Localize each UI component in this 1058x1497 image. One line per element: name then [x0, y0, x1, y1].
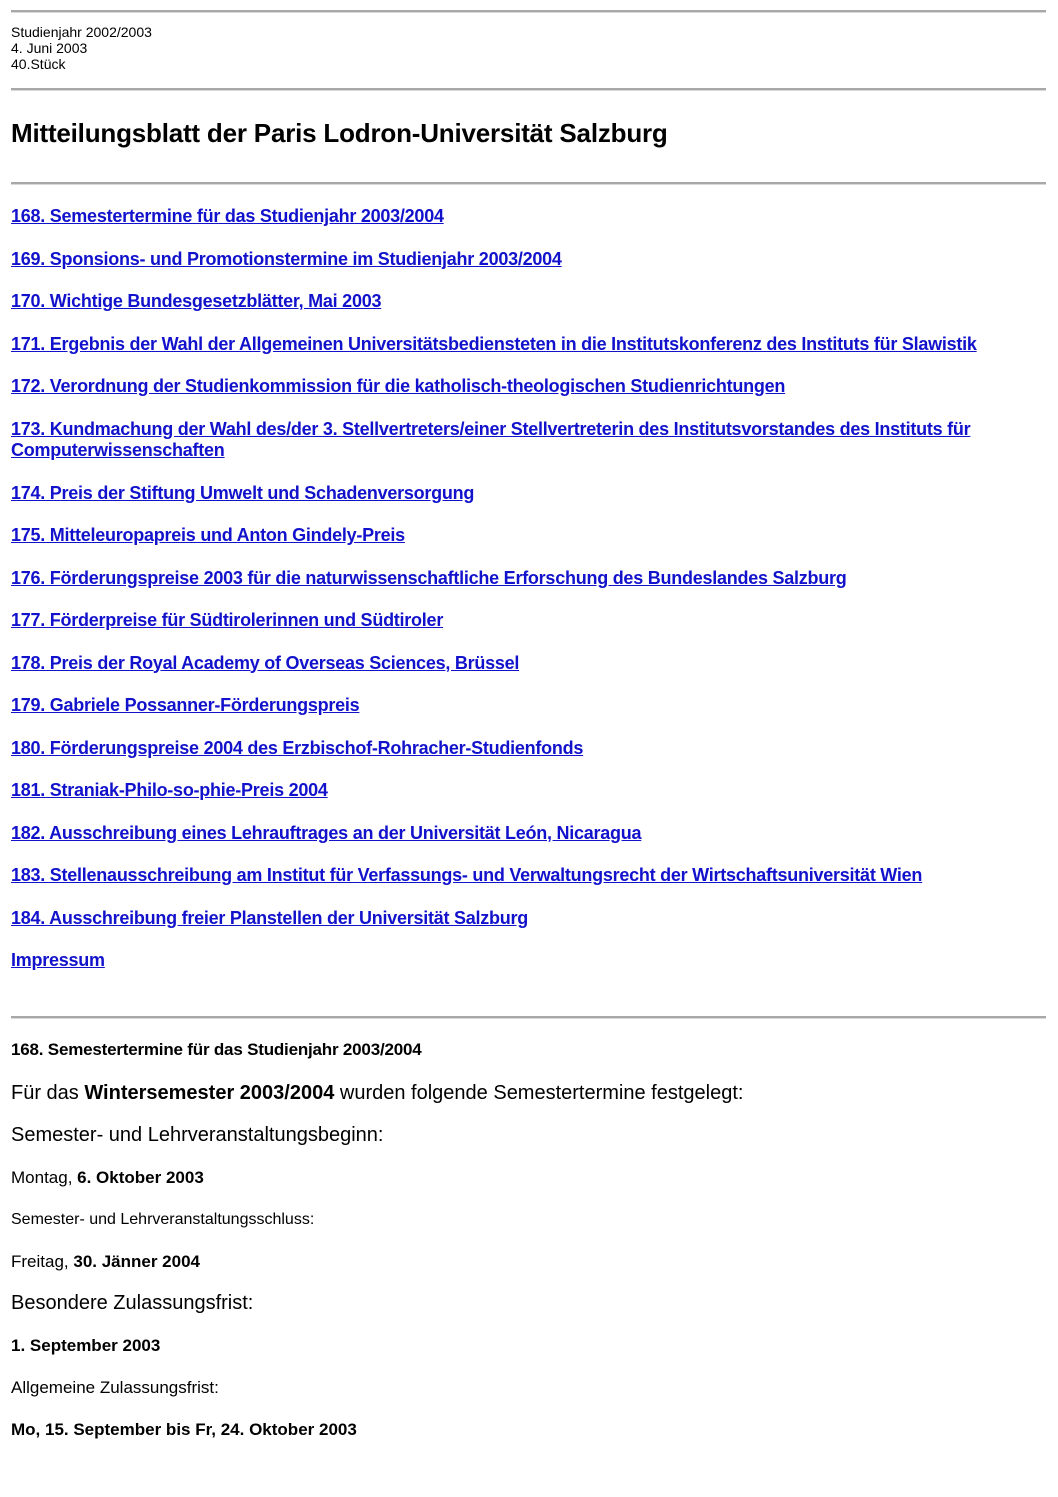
toc-link-183[interactable]: 183. Stellenausschreibung am Institut für Verfassungs- und Verwaltungsrecht der Wirtschaftsuniversität Wien: [11, 865, 923, 885]
title-rule: [11, 182, 1046, 185]
general-admission-label: Allgemeine Zulassungsfrist:: [11, 1378, 219, 1397]
toc-link-171[interactable]: 171. Ergebnis der Wahl der Allgemeinen Universitätsbediensteten in die Institutskonferenz des Instituts für Slawistik: [11, 333, 977, 354]
end-value: [11, 1252, 1041, 1272]
intro-semester: Wintersemester 2003/2004: [84, 1082, 335, 1104]
end-label: Semester- und Lehrveranstaltungsschluss:: [11, 1211, 315, 1228]
toc-link-182[interactable]: 182. Ausschreibung eines Lehrauftrages an der Universität León, Nicaragua: [11, 822, 642, 843]
general-admission-date: [11, 1420, 1041, 1440]
end-date: 30. Jänner 2004: [73, 1252, 201, 1271]
toc-link-180[interactable]: 180. Förderungspreise 2004 des Erzbischof-Rohracher-Studienfonds: [11, 737, 584, 758]
toc-link-169[interactable]: 169. Sponsions- und Promotionstermine im Studienjahr 2003/2004: [11, 248, 562, 269]
special-admission-date: [11, 1336, 1041, 1356]
toc-link-175[interactable]: 175. Mitteleuropapreis und Anton Gindely-Preis: [11, 525, 405, 545]
special-date: 1. September 2003: [11, 1336, 161, 1355]
toc-link-184[interactable]: 184. Ausschreibung freier Planstellen der Universität Salzburg: [11, 907, 529, 928]
toc-link-impressum[interactable]: Impressum: [11, 950, 105, 970]
study-year: Studienjahr 2002/2003: [11, 24, 152, 40]
toc-link-174[interactable]: 174. Preis der Stiftung Umwelt und Schadenversorgung: [11, 482, 475, 503]
section-rule: [11, 1016, 1046, 1019]
toc-link-178[interactable]: 178. Preis der Royal Academy of Overseas Sciences, Brüssel: [11, 652, 520, 673]
intro-text-end: wurden folgende Semestertermine festgelegt:: [334, 1082, 744, 1104]
toc-link-179[interactable]: 179. Gabriele Possanner-Förderungspreis: [11, 695, 360, 715]
begin-value: [11, 1168, 1041, 1188]
issue-date: 4. Juni 2003: [11, 40, 88, 56]
begin-label: Semester- und Lehrveranstaltungsbeginn:: [11, 1124, 384, 1146]
toc-link-177[interactable]: 177. Förderpreise für Südtirolerinnen und Südtiroler: [11, 610, 444, 630]
issue-meta: [11, 24, 152, 72]
end-day: Freitag,: [11, 1252, 74, 1271]
begin-date: 6. Oktober 2003: [77, 1168, 204, 1187]
section-intro: [11, 1082, 1041, 1104]
begin-day: Montag,: [11, 1168, 78, 1187]
toc-link-176[interactable]: 176. Förderungspreise 2003 für die naturwissenschaftliche Erforschung des Bundeslandes Salzburg: [11, 567, 847, 588]
table-of-contents: [11, 206, 1041, 993]
toc-link-172[interactable]: 172. Verordnung der Studienkommission für die katholisch-theologischen Studienrichtungen: [11, 376, 786, 396]
section-title: 168. Semestertermine für das Studienjahr 2003/2004: [11, 1040, 422, 1059]
page-title: Mitteilungsblatt der Paris Lodron-Universität Salzburg: [11, 118, 668, 148]
top-rule: [11, 10, 1046, 13]
toc-link-181[interactable]: 181. Straniak-Philo-so-phie-Preis 2004: [11, 780, 328, 800]
toc-link-168[interactable]: 168. Semestertermine für das Studienjahr 2003/2004: [11, 206, 444, 226]
toc-link-170[interactable]: 170. Wichtige Bundesgesetzblätter, Mai 2003: [11, 291, 382, 311]
header-rule: [11, 88, 1046, 91]
toc-link-173[interactable]: 173. Kundmachung der Wahl des/der 3. Stellvertreters/einer Stellvertreterin des Institutsvorstandes des Instituts für Computerwissenschaften: [11, 418, 971, 460]
general-date: Mo, 15. September bis Fr, 24. Oktober 2003: [11, 1420, 357, 1439]
intro-text: Für das: [11, 1082, 85, 1104]
special-admission-label: Besondere Zulassungsfrist:: [11, 1292, 254, 1314]
issue-number: 40.Stück: [11, 56, 66, 72]
section-168: [11, 1040, 1041, 1440]
